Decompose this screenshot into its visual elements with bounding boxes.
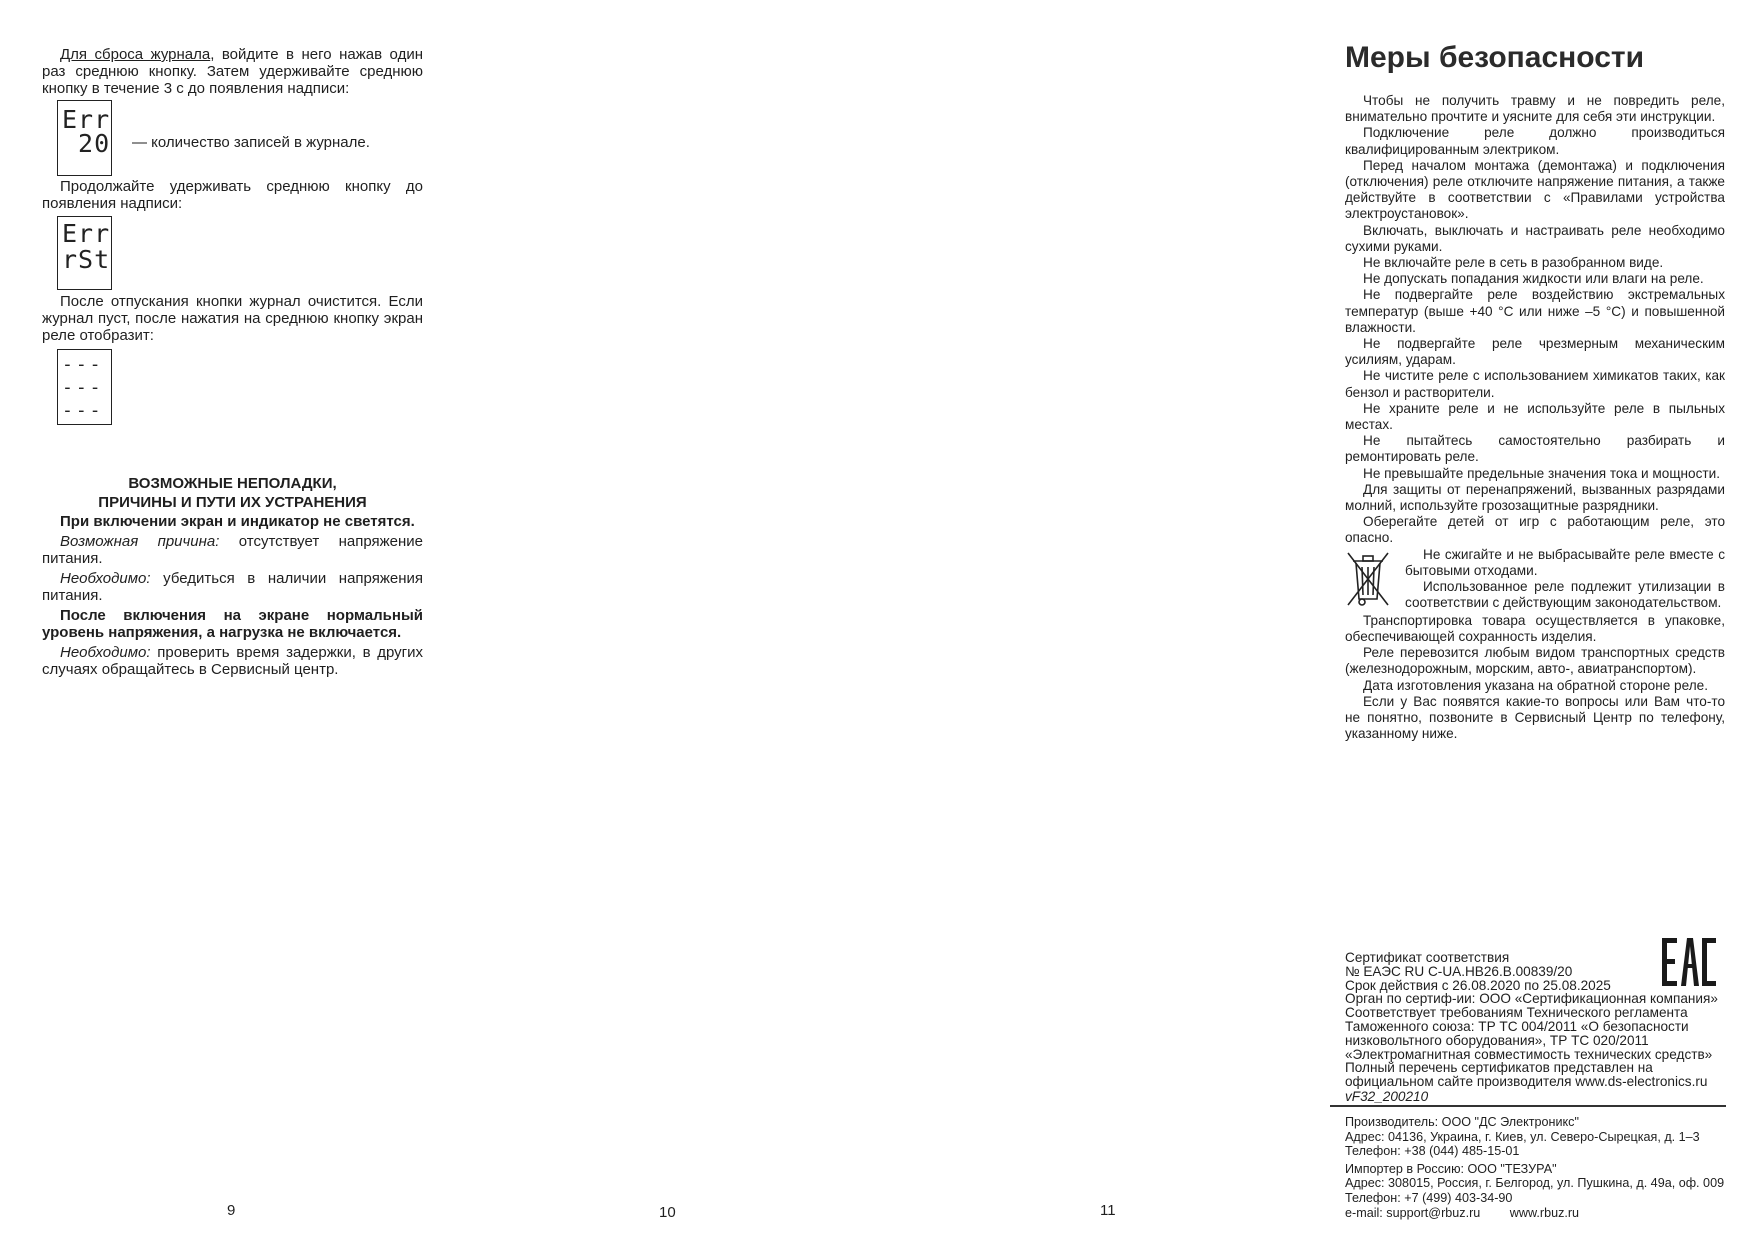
safety-paragraph-list-after bbox=[1345, 613, 1725, 743]
troubles-title-line1: ВОЗМОЖНЫЕ НЕПОЛАДКИ, bbox=[128, 475, 337, 492]
safety-paragraph: Не включайте реле в сеть в разобранном виде. bbox=[1363, 255, 1664, 271]
case1-cause-text: отсутствует напряжение питания. bbox=[42, 533, 424, 567]
case1-action-label: Необходимо: bbox=[60, 570, 151, 587]
manufacturer-line1: Производитель: ООО "ДС Электроникс" bbox=[1345, 1115, 1579, 1129]
case1-action bbox=[42, 570, 423, 604]
case2-action-text: проверить время задержки, в других случаях обращайтесь в Сервисный центр. bbox=[42, 644, 423, 678]
importer-line5: Адрес: 308015, Россия, г. Белгород, ул. Пушкина, д. 49а, оф. 009 bbox=[1345, 1176, 1725, 1191]
certificate-line: Орган по сертиф-ии: ООО «Сертификационная компания» bbox=[1345, 991, 1718, 1007]
case2-action-label: Необходимо: bbox=[60, 644, 151, 661]
safety-paragraph: Не пытайтесь самостоятельно разбирать и ремонтировать реле. bbox=[1345, 433, 1725, 465]
certificate-line: «Электромагнитная совместимость технических средств» bbox=[1345, 1046, 1713, 1062]
continue-text-paragraph: Продолжайте удерживать среднюю кнопку до появления надписи: bbox=[42, 178, 423, 212]
email: e-mail: support@rbuz.ru bbox=[1345, 1205, 1481, 1220]
safety-paragraph: Не допускать попадания жидкости или влаги на реле. bbox=[1363, 271, 1704, 287]
importer-line6: Телефон: +7 (499) 403-34-90 bbox=[1345, 1190, 1513, 1205]
website: www.rbuz.ru bbox=[1509, 1205, 1580, 1220]
eac-mark bbox=[1660, 936, 1718, 988]
display1-caption: — количество записей в журнале. bbox=[132, 134, 370, 151]
safety-paragraph: Если у Вас появятся какие-то вопросы или Вам что-то не понятно, позвоните в Сервисный Центр по телефону, указанному ниже. bbox=[1345, 693, 1725, 742]
page-title: Меры безопасности bbox=[1345, 41, 1645, 74]
lcd-display-err-rst bbox=[57, 216, 112, 290]
page-number-9: 9 bbox=[227, 1202, 236, 1219]
safety-paragraph: Реле перевозится любым видом транспортных средств (железнодорожным, морским, авто-, авиатранспортом). bbox=[1345, 645, 1725, 677]
lcd-line-3: --- bbox=[62, 400, 104, 421]
safety-paragraph: Дата изготовления указана на обратной стороне реле. bbox=[1363, 677, 1708, 693]
lcd-line-1: --- bbox=[62, 354, 104, 375]
weee-text-1: Не сжигайте и не выбрасывайте реле вместе с бытовыми отходами. bbox=[1405, 546, 1725, 578]
safety-paragraph: Оберегайте детей от игр с работающим реле, это опасно. bbox=[1345, 514, 1725, 546]
reset-intro bbox=[42, 46, 423, 97]
weee-text-2: Использованное реле подлежит утилизации в соответствии с действующим законодательством. bbox=[1405, 579, 1725, 611]
certificate-line: Таможенного союза: ТР ТС 004/2011 «О безопасности bbox=[1345, 1018, 1689, 1034]
safety-paragraph: Перед началом монтажа (демонтажа) и подключения (отключения) реле отключите напряжение питания, а также действуйте в соответствии с «Правилами устройства электроустановок». bbox=[1345, 157, 1725, 222]
weee-block bbox=[1345, 547, 1725, 613]
after-text bbox=[42, 293, 423, 344]
certificate-line: Срок действия с 26.08.2020 по 25.08.2025 bbox=[1345, 977, 1611, 993]
version-code: vF32_200210 bbox=[1345, 1088, 1429, 1104]
page-number-11: 11 bbox=[1100, 1202, 1116, 1219]
case1-cause bbox=[42, 533, 423, 567]
lcd-line-2: rSt bbox=[62, 245, 111, 274]
safety-paragraph: Транспортировка товара осуществляется в упаковке, обеспечивающей сохранность изделия. bbox=[1345, 612, 1725, 644]
lcd-line-1: Err bbox=[62, 105, 111, 134]
safety-paragraph: Не подвергайте реле воздействию экстремальных температур (выше +40 °С или ниже –5 °С) и повышенной влажности. bbox=[1345, 287, 1725, 335]
safety-paragraph: Подключение реле должно производиться квалифицированным электриком. bbox=[1345, 125, 1725, 157]
troubles-title-line2: ПРИЧИНЫ И ПУТИ ИХ УСТРАНЕНИЯ bbox=[98, 494, 367, 511]
manufacturer-line3: Телефон: +38 (044) 485-15-01 bbox=[1345, 1144, 1520, 1159]
page-number-10: 10 bbox=[659, 1204, 676, 1221]
safety-paragraph-list bbox=[1345, 93, 1725, 547]
case1-heading: При включении экран и индикатор не светятся. bbox=[60, 513, 415, 530]
lcd-line-2: --- bbox=[62, 377, 104, 398]
manufacturer-line2: Адрес: 04136, Украина, г. Киев, ул. Северо-Сырецкая, д. 1–3 bbox=[1345, 1129, 1700, 1144]
safety-paragraph: Не превышайте предельные значения тока и мощности. bbox=[1363, 465, 1720, 481]
safety-paragraph: Не храните реле и не используйте реле в пыльных местах. bbox=[1345, 400, 1725, 433]
safety-paragraph: Включать, выключать и настраивать реле необходимо сухими руками. bbox=[1345, 222, 1725, 254]
lcd-line-2: 20 bbox=[62, 129, 111, 158]
case2-action bbox=[42, 644, 423, 678]
contact-line bbox=[1345, 1206, 1735, 1221]
importer-line4: Импортер в Россию: ООО "ТЕЗУРА" bbox=[1345, 1161, 1557, 1176]
reset-intro-underlined: Для сброса журнала bbox=[60, 46, 211, 63]
case2-heading: После включения на экране нормальный уровень напряжения, а нагрузка не включается. bbox=[42, 607, 423, 641]
case1-action-text: убедиться в наличии напряжения питания. bbox=[42, 570, 423, 604]
weee-crossed-bin-icon bbox=[1345, 549, 1391, 609]
case1-cause-label: Возможная причина: bbox=[60, 533, 220, 550]
certificate-line: Сертификат соответствия bbox=[1345, 950, 1510, 965]
after-text-paragraph: После отпускания кнопки журнал очистится. Если журнал пуст, после нажатия на среднюю кнопку экран реле отобразит: bbox=[42, 293, 423, 344]
reset-intro-rest: , войдите в него нажав один раз среднюю кнопку. Затем удерживайте среднюю кнопку в течение 3 с до появления надписи: bbox=[42, 46, 423, 97]
troubleshooting-section bbox=[42, 474, 423, 678]
certificate-line: низковольтного оборудования», ТР ТС 020/2011 bbox=[1345, 1032, 1649, 1048]
certificate-line: Полный перечень сертификатов представлен на bbox=[1345, 1060, 1653, 1076]
divider bbox=[1330, 1105, 1726, 1107]
safety-paragraph: Для защиты от перенапряжений, вызванных разрядами молний, используйте грозозащитные разрядники. bbox=[1345, 481, 1725, 514]
manufacturer-block bbox=[1345, 1115, 1735, 1220]
lcd-display-err-count bbox=[57, 100, 112, 176]
weee-text bbox=[1405, 547, 1725, 612]
continue-text bbox=[42, 178, 423, 212]
safety-paragraph: Не чистите реле с использованием химикатов таких, как бензол и растворители. bbox=[1345, 368, 1725, 400]
safety-instructions bbox=[1345, 93, 1725, 742]
safety-paragraph: Не подвергайте реле чрезмерным механическим усилиям, ударам. bbox=[1345, 336, 1725, 368]
lcd-display-empty bbox=[57, 349, 112, 425]
certificate-line: Соответствует требованиям Технического регламента bbox=[1345, 1005, 1688, 1021]
safety-paragraph: Чтобы не получить травму и не повредить реле, внимательно прочтите и уясните для себя эти инструкции. bbox=[1345, 93, 1725, 125]
certificate-line: официальном сайте производителя www.ds-electronics.ru bbox=[1345, 1074, 1708, 1090]
certificate-line: № ЕАЭС RU C-UA.HB26.B.00839/20 bbox=[1345, 963, 1573, 979]
lcd-line-1: Err bbox=[62, 219, 111, 248]
